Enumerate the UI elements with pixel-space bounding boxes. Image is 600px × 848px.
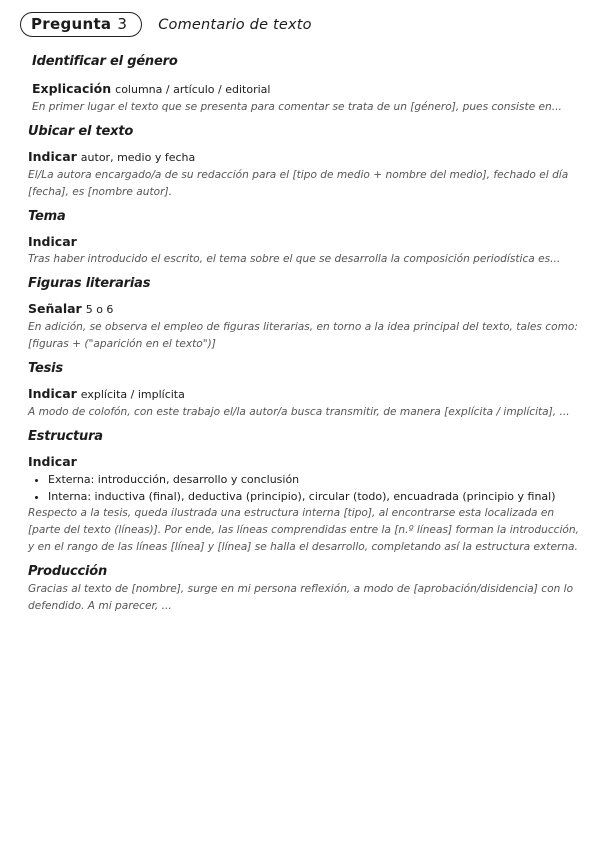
list-item: • Externa: introducción, desarrollo y conclusión bbox=[48, 471, 580, 488]
section-heading: Tema bbox=[28, 209, 66, 224]
section-note: 5 o 6 bbox=[85, 303, 114, 316]
section-text: En primer lugar el texto que se presenta para comentar se trata de un [género], pues consiste en... bbox=[32, 101, 562, 113]
question-badge-label: Pregunta bbox=[31, 15, 112, 33]
section-label: Señalar bbox=[28, 301, 82, 316]
section-text: El/La autora encargado/a de su redacción para el [tipo de medio + nombre del medio], fechado el día [fecha], es [nombre autor]. bbox=[28, 169, 569, 198]
section-production bbox=[28, 564, 580, 615]
section-heading: Producción bbox=[28, 564, 108, 579]
section-label: Explicación bbox=[32, 81, 112, 96]
section-heading: Figuras literarias bbox=[28, 276, 151, 291]
structure-list bbox=[28, 471, 580, 505]
section-figures bbox=[28, 276, 580, 353]
section-heading: Identificar el género bbox=[32, 54, 178, 69]
section-text: A modo de colofón, con este trabajo el/la autor/a busca transmitir, de manera [explícita / implícita], ... bbox=[28, 406, 570, 418]
section-genre bbox=[32, 54, 580, 116]
question-number: 3 bbox=[117, 15, 128, 33]
section-label: Indicar bbox=[28, 234, 77, 249]
section-note: autor, medio y fecha bbox=[80, 151, 196, 164]
section-text: Respecto a la tesis, queda ilustrada una estructura interna [tipo], al encontrarse esta localizada en [parte del texto (líneas)]. Por ende, las líneas comprendidas entre la [n.º líneas] forman la introducción, y en el rango de las líneas [línea] y [línea] se halla el desarrollo, completando así la estructura externa. bbox=[28, 507, 579, 553]
section-note: explícita / implícita bbox=[80, 388, 185, 401]
section-heading: Ubicar el texto bbox=[28, 124, 134, 139]
section-thesis bbox=[28, 361, 580, 421]
section-label: Indicar bbox=[28, 454, 77, 469]
list-item: • Interna: inductiva (final), deductiva (principio), circular (todo), encuadrada (principio y final) bbox=[48, 488, 580, 505]
section-heading: Tesis bbox=[28, 361, 63, 376]
section-heading: Estructura bbox=[28, 429, 103, 444]
page-title: Comentario de texto bbox=[158, 16, 312, 33]
section-note: columna / artículo / editorial bbox=[115, 83, 271, 96]
page-header bbox=[20, 12, 312, 37]
section-text: En adición, se observa el empleo de figuras literarias, en torno a la idea principal del texto, tales como: [figuras + ("aparición en el texto")] bbox=[28, 321, 578, 350]
question-badge bbox=[20, 12, 142, 37]
section-text: Gracias al texto de [nombre], surge en mi persona reflexión, a modo de [aprobación/disidencia] con lo defendido. A mi parecer, ... bbox=[28, 583, 574, 612]
document-body bbox=[28, 52, 580, 615]
section-structure bbox=[28, 429, 580, 556]
section-theme bbox=[28, 209, 580, 268]
section-locate bbox=[28, 124, 580, 201]
section-label: Indicar bbox=[28, 149, 77, 164]
section-label: Indicar bbox=[28, 386, 77, 401]
section-text: Tras haber introducido el escrito, el tema sobre el que se desarrolla la composición periodística es... bbox=[28, 253, 561, 265]
